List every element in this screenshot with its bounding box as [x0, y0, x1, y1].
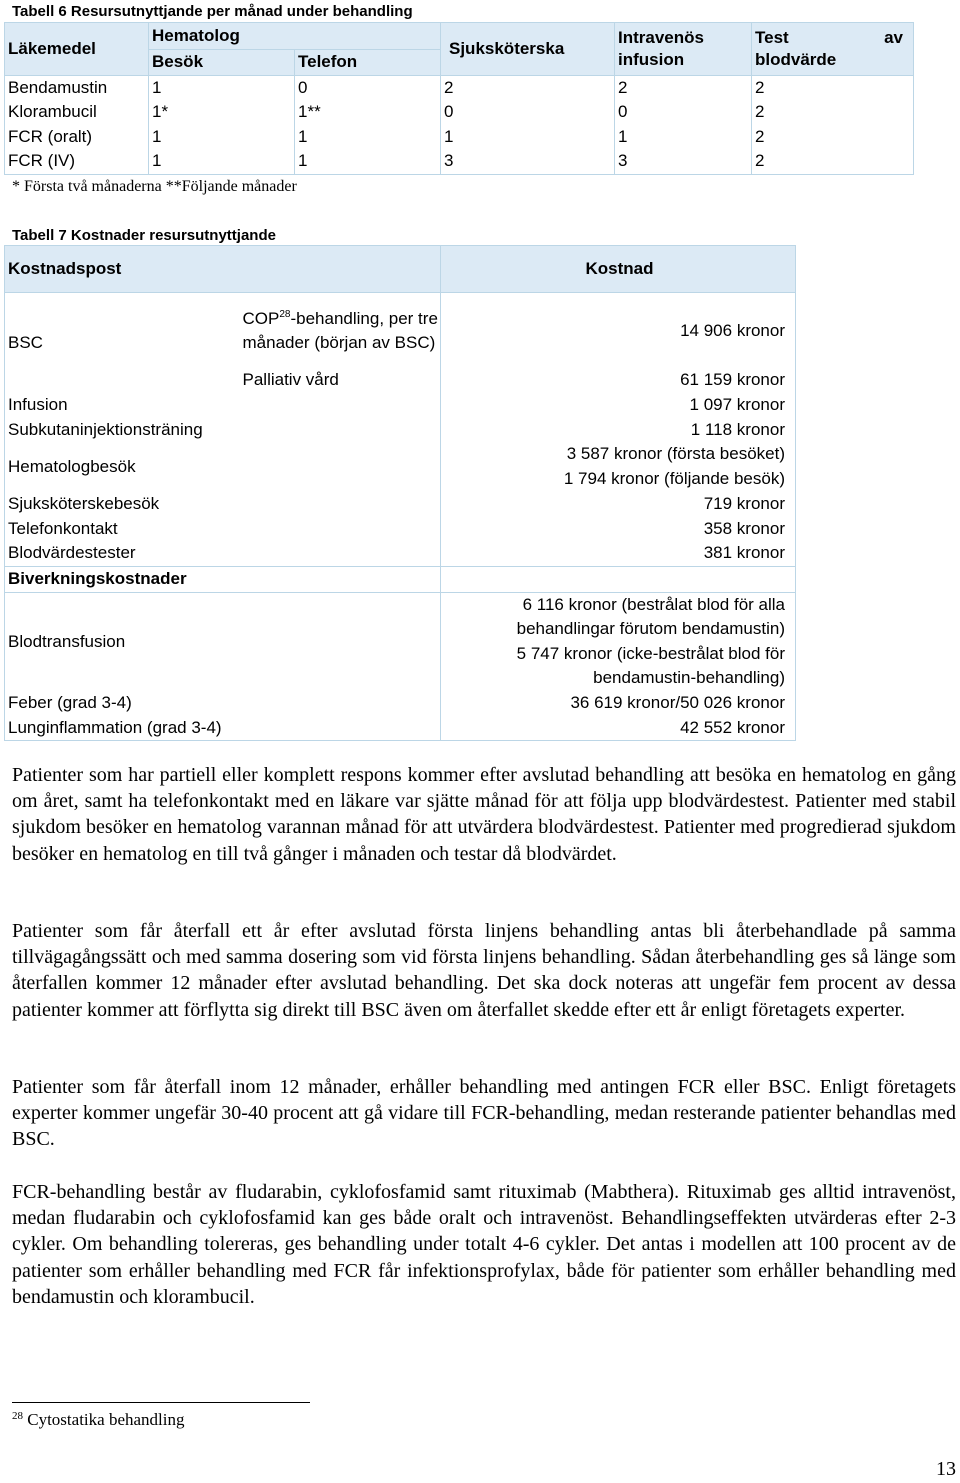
table-row: Subkutaninjektionsträning 1 118 kronor [5, 418, 796, 443]
table-row: Hematologbesök 3 587 kronor (första besöket) 1 794 kronor (följande besök) [5, 442, 796, 491]
table6-caption: Tabell 6 Resursutnyttjande per månad under behandling [12, 3, 413, 20]
footnote-28: $^{28}$ Cytostatika behandling [12, 1410, 185, 1429]
adverse-events-header: Biverkningskostnader [5, 566, 441, 592]
page-number: 13 [936, 1458, 956, 1480]
cost-table [4, 245, 796, 741]
footnote-separator [12, 1402, 310, 1403]
header-cost-item: Kostnadspost [5, 246, 441, 293]
table-row: Klorambucil 1* 1** 0 0 2 [5, 100, 914, 125]
table-row: Blodvärdestester 381 kronor [5, 541, 796, 566]
header-blood-test: Test av blodvärde [752, 23, 914, 76]
cop-treatment-label: COP$^{28}$-behandling, per tre månader (början av BSC) [240, 293, 441, 369]
palliative-label: Palliativ vård [240, 368, 441, 393]
table-row: FCR (IV) 1 1 3 3 2 [5, 149, 914, 174]
header-iv-infusion: Intravenös infusion [615, 23, 752, 76]
header-visit: Besök [149, 50, 295, 76]
header-phone: Telefon [295, 50, 441, 76]
bsc-label: BSC [5, 293, 240, 393]
header-nurse: Sjuksköterska [441, 23, 615, 76]
table7-caption: Tabell 7 Kostnader resursutnyttjande [12, 227, 276, 244]
table-row: Bendamustin 1 0 2 2 2 [5, 75, 914, 100]
hematology-cost: 3 587 kronor (första besöket) 1 794 kronor (följande besök) [441, 442, 796, 491]
transfusion-cost: 6 116 kronor (bestrålat blod för alla behandlingar förutom bendamustin) 5 747 kronor (icke-bestrålat blod för bendamustin-behandling) [441, 592, 796, 691]
header-cost: Kostnad [441, 246, 796, 293]
paragraph-followup: Patienter som har partiell eller komplett respons kommer efter avslutad behandling att besöka en hematolog en gång om året, samt ha telefonkontakt med en läkare var sjätte månad för att följa upp blodvärdestest. Patienter med stabil sjukdom besöker en hematolog varannan månad för att utvärdera blodvärdestest. Patienter med progredierad sjukdom besöker en hematolog en till två gånger i månaden och testar då blodvärdet. [12, 764, 956, 865]
palliative-cost: 61 159 kronor [441, 368, 796, 393]
cop-treatment-cost: 14 906 kronor [441, 293, 796, 369]
table-row: Feber (grad 3-4) 36 619 kronor/50 026 kronor [5, 691, 796, 716]
resource-use-table [4, 22, 914, 175]
table-row: Infusion 1 097 kronor [5, 393, 796, 418]
table-row: Telefonkontakt 358 kronor [5, 516, 796, 541]
paragraph-fcr-treatment: FCR-behandling består av fludarabin, cyklofosfamid samt rituximab (Mabthera). Rituximab ges alltid intravenöst, medan fludarabin och cyklofosfamid kan ges både oralt och intravenöst. Behandlingseffekten utvärderas efter 2-3 cykler. Om behandling tolereras, ges behandling under totalt 4-6 cykler. Det antas i modellen att 100 procent av de patienter som erhåller behandling med FCR får infektionsprofylax, både för patienter som erhåller behandling med bendamustin och klorambucil. [12, 1181, 956, 1308]
table-row: Sjuksköterskebesök 719 kronor [5, 491, 796, 516]
table-row: Blodtransfusion 6 116 kronor (bestrålat blod för alla behandlingar förutom bendamustin) 5 747 kronor (icke-bestrålat blod för bendamustin-behandling) [5, 592, 796, 691]
table-row: FCR (oralt) 1 1 1 1 2 [5, 125, 914, 150]
paragraph-relapse-after-year: Patienter som får återfall ett år efter avslutad första linjens behandling antas bli återbehandlade på samma tillvägagångssätt och med samma dosering som vid första linjens behandling. Sådan återbehandling ges så länge som återfallen kommer 12 månader efter avslutad behandling. Det ska dock noteras att ungefär fem procent av dessa patienter kommer att förflytta sig direkt till BSC även om återfallet skedde efter ett år enligt företagets experter. [12, 920, 956, 1021]
paragraph-relapse-within-year: Patienter som får återfall inom 12 månader, erhåller behandling med antingen FCR eller BSC. Enligt företagets experter kommer ungefär 30-40 procent att gå vidare till FCR-behandling, medan resterande patienter behandlas med BSC. [12, 1076, 956, 1151]
table-row: Lunginflammation (grad 3-4) 42 552 kronor [5, 715, 796, 740]
table6-footnote: * Första två månaderna **Följande månader [12, 178, 297, 195]
header-drug: Läkemedel [5, 23, 149, 76]
header-hematolog: Hematolog [149, 23, 441, 50]
